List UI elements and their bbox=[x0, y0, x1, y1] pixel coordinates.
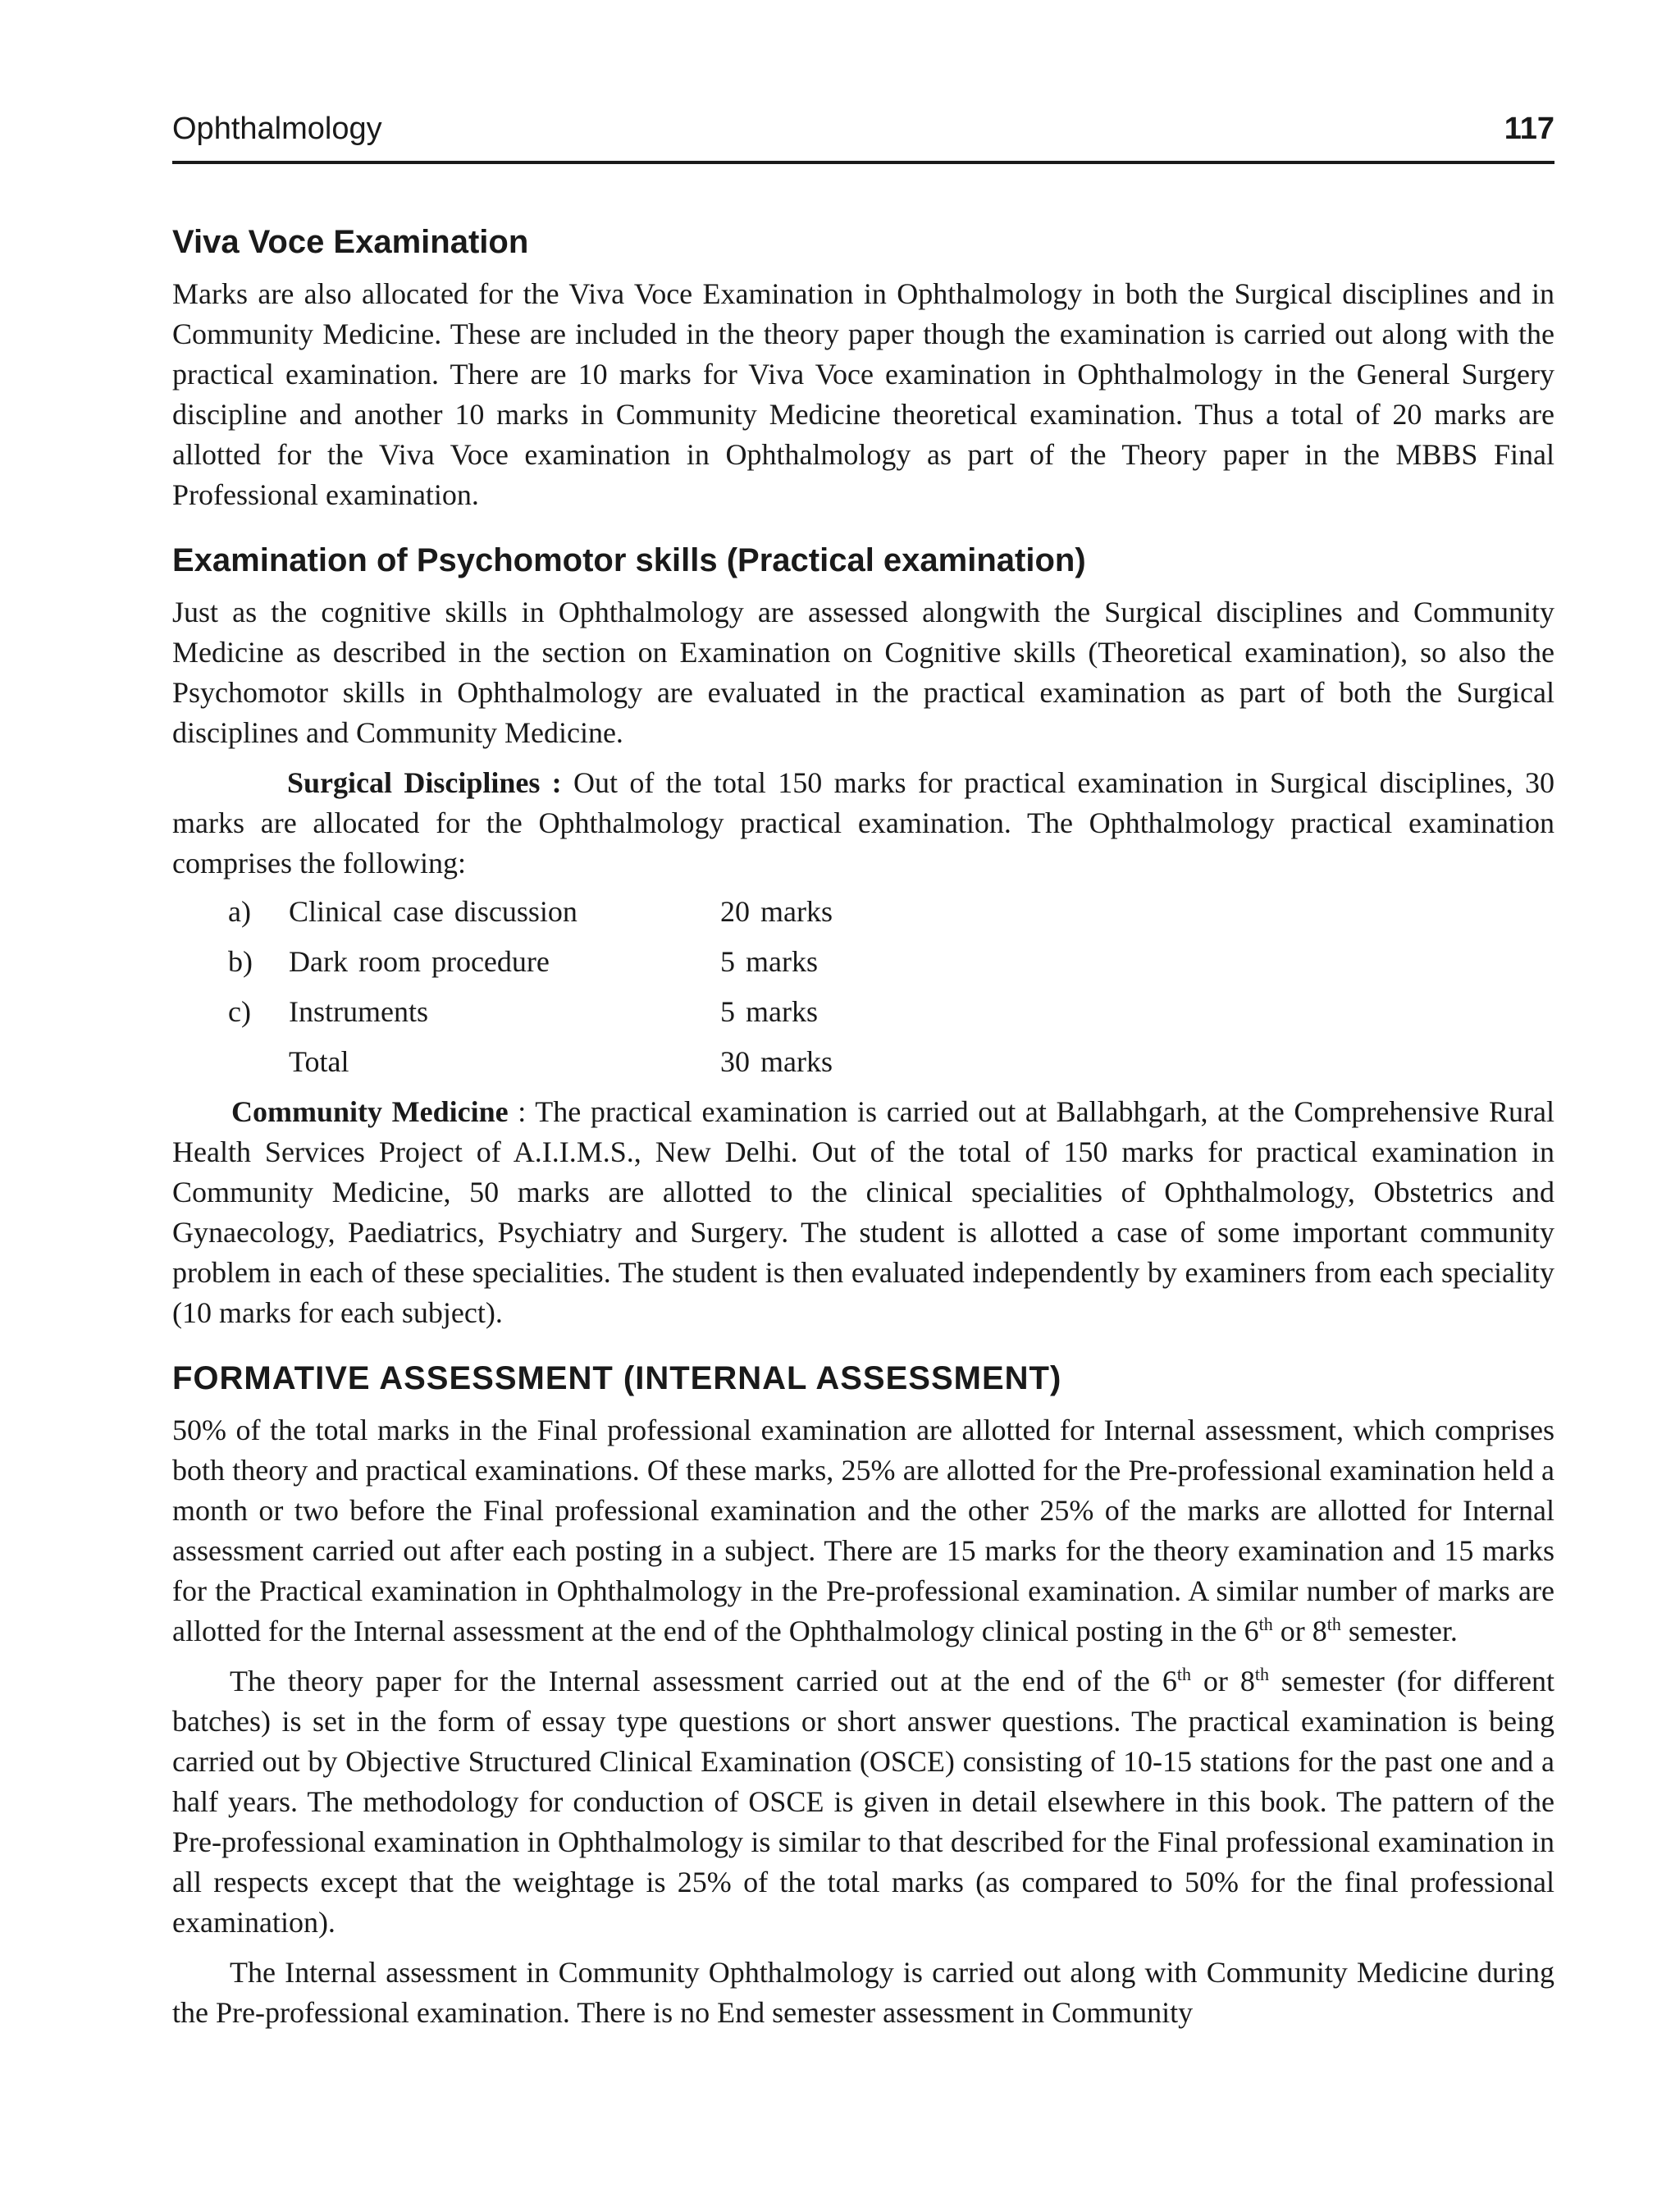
formative-p1-text-c: semester. bbox=[1340, 1615, 1458, 1647]
marks-row-value: 20 marks bbox=[720, 895, 833, 928]
marks-row-letter: c) bbox=[228, 995, 251, 1028]
formative-p2-text-a: The theory paper for the Internal assessment carried out at the end of the 6 bbox=[230, 1665, 1177, 1697]
formative-p2-text-c: semester (for different batches) is set in the form of essay type questions or short answer questions. The practical examination is being carried out by Objective Structured Clinical Examination (OSCE) consisting of 10-15 stations for the past one and a half years. The methodology for conduction of OSCE is given in detail elsewhere in this book. The pattern of the Pre-professional examination in Ophthalmology is similar to that described for the Final professional examination in all respects except that the weightage is 25% of the total marks (as compared to 50% for the final professional examination). bbox=[172, 1665, 1554, 1939]
page-content bbox=[172, 222, 1554, 2058]
formative-p1-text-a: 50% of the total marks in the Final professional examination are allotted for Internal assessment, which comprises both theory and practical examinations. Of these marks, 25% are allotted for the Pre-professional examination held a month or two before the Final professional examination and the other 25% of the marks are allotted for Internal assessment carried out after each posting in a subject. There are 15 marks for the theory examination and 15 marks for the Practical examination in Ophthalmology in the Pre-professional examination. A similar number of marks are allotted for the Internal assessment at the end of the Ophthalmology clinical posting in the 6 bbox=[172, 1414, 1554, 1647]
marks-total-row bbox=[172, 1037, 1554, 1087]
psychomotor-heading: Examination of Psychomotor skills (Practical examination) bbox=[172, 542, 1086, 578]
running-header bbox=[172, 110, 1554, 164]
formative-p1-text-b: or 8 bbox=[1272, 1615, 1327, 1647]
marks-row bbox=[172, 987, 1554, 1037]
viva-voce-paragraph: Marks are also allocated for the Viva Voce Examination in Ophthalmology in both the Surgical disciplines and in Community Medicine. These are included in the theory paper though the examination is carried out along with the practical examination. There are 10 marks for Viva Voce examination in Ophthalmology in the General Surgery discipline and another 10 marks in Community Medicine theoretical examination. Thus a total of 20 marks are allotted for the Viva Voce examination in Ophthalmology as part of the Theory paper in the MBBS Final Professional examination. bbox=[172, 277, 1554, 511]
psychomotor-section bbox=[172, 540, 1554, 1333]
formative-paragraph-1 bbox=[172, 1410, 1554, 1652]
marks-row-letter: b) bbox=[228, 945, 253, 978]
ordinal-superscript: th bbox=[1258, 1614, 1273, 1634]
ordinal-superscript: th bbox=[1254, 1664, 1269, 1684]
ordinal-superscript: th bbox=[1176, 1664, 1191, 1684]
marks-row-letter: a) bbox=[228, 895, 251, 928]
marks-row bbox=[172, 937, 1554, 987]
surgical-disciplines-label: Surgical Disciplines : bbox=[287, 766, 562, 799]
formative-paragraph-2 bbox=[172, 1661, 1554, 1943]
marks-row-item: Clinical case discussion bbox=[289, 895, 578, 928]
surgical-disciplines-paragraph bbox=[172, 763, 1554, 884]
marks-row bbox=[172, 887, 1554, 937]
marks-row-item: Instruments bbox=[289, 995, 428, 1028]
psychomotor-intro-paragraph: Just as the cognitive skills in Ophthalmology are assessed alongwith the Surgical disciplines and Community Medicine as described in the section on Examination on Cognitive skills (Theoretical examination), so also the Psychomotor skills in Ophthalmology are evaluated in the practical examination as part of both the Surgical disciplines and Community Medicine. bbox=[172, 596, 1554, 749]
community-medicine-paragraph bbox=[172, 1092, 1554, 1333]
running-title: Ophthalmology bbox=[172, 112, 382, 146]
marks-row-item: Dark room procedure bbox=[289, 945, 550, 978]
ordinal-superscript: th bbox=[1326, 1614, 1341, 1634]
marks-row-value: 5 marks bbox=[720, 995, 818, 1028]
marks-total-value: 30 marks bbox=[720, 1045, 833, 1078]
formative-assessment-section bbox=[172, 1358, 1554, 2033]
formative-paragraph-3: The Internal assessment in Community Ophthalmology is carried out along with Community Medicine during the Pre-professional examination. There is no End semester assessment in Community bbox=[172, 1956, 1554, 2029]
formative-assessment-heading: FORMATIVE ASSESSMENT (INTERNAL ASSESSMENT) bbox=[172, 1360, 1062, 1396]
viva-voce-heading: Viva Voce Examination bbox=[172, 224, 529, 260]
page-number: 117 bbox=[1504, 112, 1554, 146]
marks-breakdown-list bbox=[172, 887, 1554, 1087]
marks-total-label: Total bbox=[289, 1045, 349, 1078]
community-medicine-text: : The practical examination is carried out at Ballabhgarh, at the Comprehensive Rural Health Services Project of A.I.I.M.S., New Delhi. Out of the total of 150 marks for practical examination in Community Medicine, 50 marks are allotted to the clinical specialities of Ophthalmology, Obstetrics and Gynaecology, Paediatrics, Psychiatry and Surgery. The student is allotted a case of some important community problem in each of these specialities. The student is then evaluated independently by examiners from each speciality (10 marks for each subject). bbox=[172, 1095, 1554, 1329]
marks-row-value: 5 marks bbox=[720, 945, 818, 978]
surgical-disciplines-text: Out of the total 150 marks for practical examination in Surgical disciplines, 30 marks are allocated for the Ophthalmology practical examination. The Ophthalmology practical examination comprises the following: bbox=[172, 766, 1554, 879]
viva-voce-section bbox=[172, 222, 1554, 515]
community-medicine-label: Community Medicine bbox=[231, 1095, 509, 1128]
formative-p2-text-b: or 8 bbox=[1190, 1665, 1255, 1697]
